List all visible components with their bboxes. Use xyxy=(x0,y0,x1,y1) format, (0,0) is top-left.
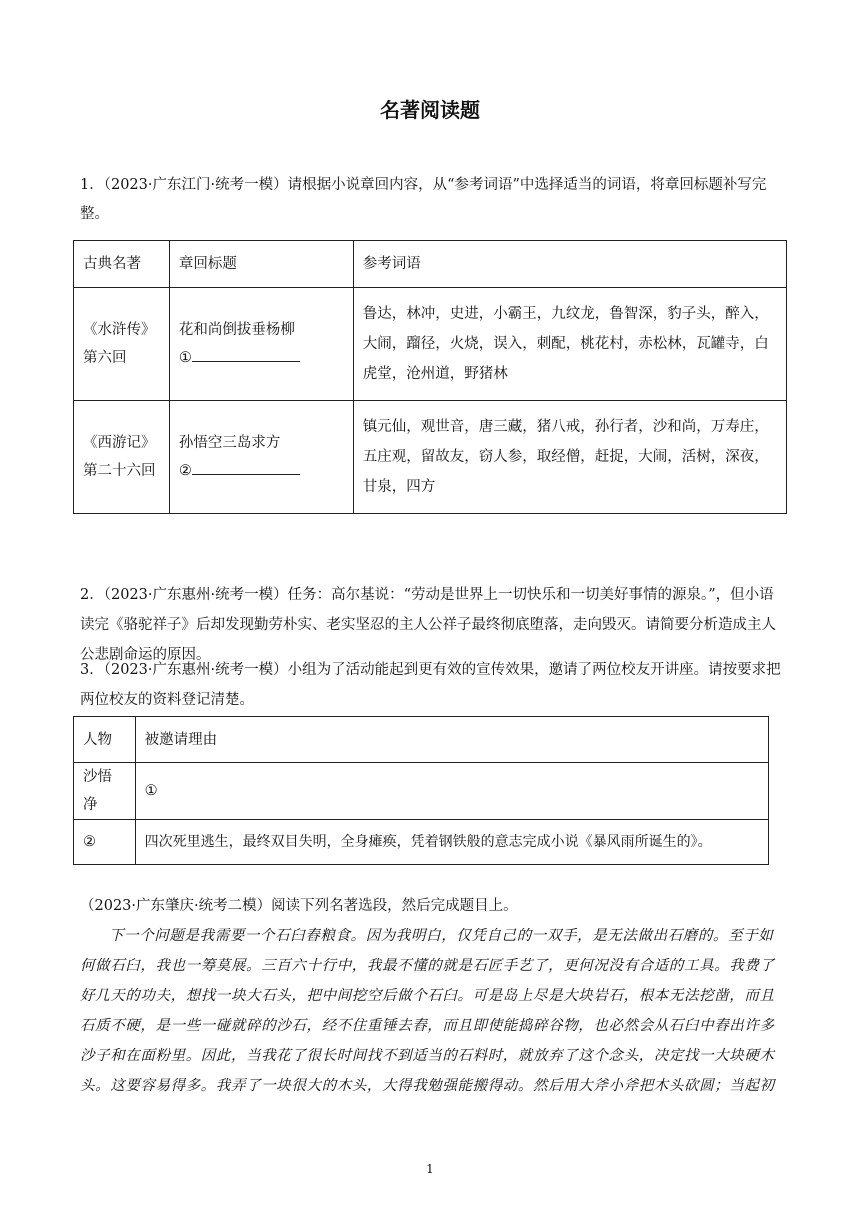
reference-words-cell: 鲁达，林冲，史进，小霸王，九纹龙，鲁智深，豹子头，醉入，大闹，蹓径，火烧，误入，刺配，桃花村，赤松林，瓦罐寺，白虎堂，沧州道，野猪林 xyxy=(353,288,786,401)
question-3-table xyxy=(73,716,769,865)
book-cell xyxy=(74,288,170,401)
chapter-number: 第六回 xyxy=(83,350,127,366)
chapter-title-line: 花和尚倒拔垂杨柳 xyxy=(178,322,295,338)
header-cell: 古典名著 xyxy=(74,241,170,288)
table-row xyxy=(74,763,769,820)
page-number: 1 xyxy=(426,1162,434,1176)
header-cell: 被邀请理由 xyxy=(135,717,768,763)
chapter-number: 第二十六回 xyxy=(83,463,156,479)
question-3-text: 3．（2023·广东惠州·统考一模）小组为了活动能起到更有效的宣传效果，邀请了两位校友开讲座。请按要求把两位校友的资料登记清楚。 xyxy=(80,662,781,708)
excerpt-passage: 下一个问题是我需要一个石臼舂粮食。因为我明白，仅凭自己的一双手，是无法做出石磨的。至于如何做石臼，我也一筹莫展。三百六十行中，我最不懂的就是石匠手艺了，更何况没有合适的工具。我费了好几天的功夫，想找一块大石头，把中间挖空后做个石臼。可是岛上尽是大块岩石，根本无法挖凿，而且石质不硬，是一些一碰就碎的沙石，经不住重锤去舂，而且即使能捣碎谷物，也必然会从石臼中舂出许多沙子和在面粉里。因此，当我花了很长时间找不到适当的石料时，就放弃了这个念头，决定找一大块硬木头。这要容易得多。我弄了一块很大的木头，大得我勉强能搬得动。然后用大斧小斧把木头砍圆；当起初 xyxy=(80,928,775,1094)
chapter-title-blank xyxy=(179,457,344,485)
blank-mark: ② xyxy=(178,463,192,479)
book-cell xyxy=(74,401,170,514)
question-1-text: 1．（2023·广东江门·统考一模）请根据小说章回内容，从“参考词语”中选择适当的词语，将章回标题补写完整。 xyxy=(80,177,767,222)
question-4-intro: （2023·广东肇庆·统考二模）阅读下列名著选段，然后完成题目上。 xyxy=(80,898,518,914)
answer-blank xyxy=(192,345,300,362)
chapter-title-line: 孙悟空三岛求方 xyxy=(178,435,281,451)
table-row xyxy=(74,401,787,514)
chapter-title-cell xyxy=(169,401,353,514)
header-cell: 章回标题 xyxy=(169,241,353,288)
header-cell: 人物 xyxy=(74,717,136,763)
blank-mark: ① xyxy=(178,350,192,366)
reason-cell: ① xyxy=(135,763,768,820)
table-row xyxy=(74,820,769,865)
book-name: 《水浒传》 xyxy=(83,322,156,338)
person-cell: 沙悟净 xyxy=(74,763,136,820)
question-2-text: 2．（2023·广东惠州·统考一模）任务：高尔基说：“劳动是世界上一切快乐和一切美好事情的源泉。”，但小语读完《骆驼祥子》后却发现勤劳朴实、老实坚忍的主人公祥子最终彻底堕落，走向毁灭。请简要分析造成主人公悲剧命运的原因。 xyxy=(80,587,776,663)
table-row xyxy=(74,288,787,401)
chapter-title-blank xyxy=(179,344,344,372)
header-cell: 参考词语 xyxy=(353,241,786,288)
table-header-row xyxy=(74,241,787,288)
book-name: 《西游记》 xyxy=(83,435,156,451)
table-header-row xyxy=(74,717,769,763)
reason-cell: 四次死里逃生，最终双目失明，全身瘫痪，凭着钢铁般的意志完成小说《暴风雨所诞生的》。 xyxy=(135,820,768,865)
person-cell: ② xyxy=(74,820,136,865)
answer-blank xyxy=(192,458,300,475)
page-title: 名著阅读题 xyxy=(380,98,480,122)
chapter-title-cell xyxy=(169,288,353,401)
question-1-table xyxy=(73,240,787,514)
reference-words-cell: 镇元仙，观世音，唐三藏，猪八戒，孙行者，沙和尚，万寿庄，五庄观，留故友，窃人参，取经僧，赶捉，大闹，活树，深夜，甘泉，四方 xyxy=(353,401,786,514)
